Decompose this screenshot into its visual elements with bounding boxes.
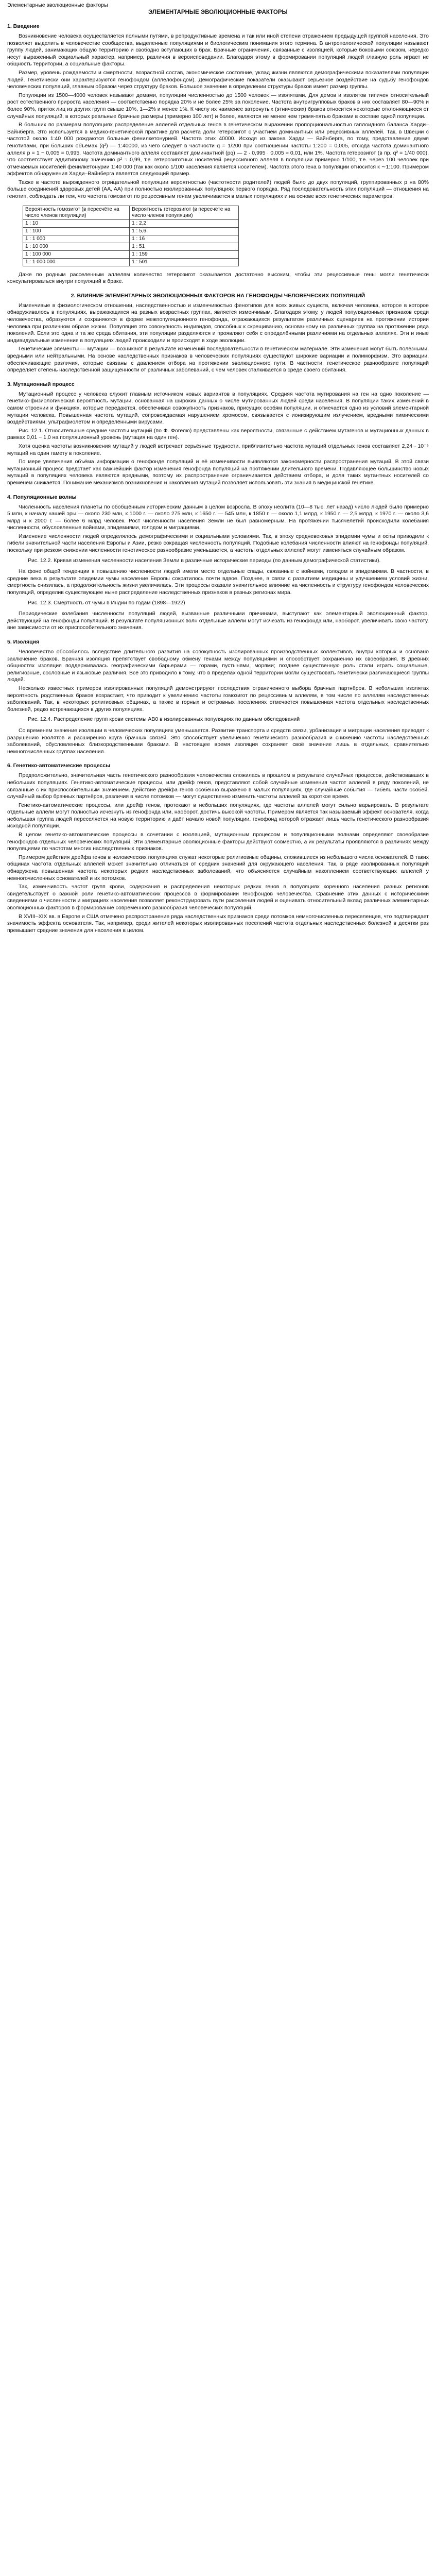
paragraph: Так, изменчивость частот групп крови, содержания и распределения некоторых редких генов в популяциях коренного населения разных регионов свидетельствует о важной роли генетико-автоматических процессов в формировании генофондов человечества. Сравнение этих данных с историческими сведениями о численности и миграциях населения позволяет реконструировать пути расселения людей и оценивать относительный вклад различных элементарных эволюционных факторов в формирование современного разнообразия человеческих популяций. [7,884,429,911]
paragraph: Хотя оценка частоты возникновения мутаций у людей встречает серьёзные трудности, приблизительно частота мутаций отдельных генов составляет 2,24 · 10⁻⁵ мутаций на один гамету в поколение. [7,443,429,456]
paragraph: Размер, уровень рождаемости и смертности, возрастной состав, экономическое состояние, уклад жизни являются демографическими показателями популяции людей. Генетически они характеризуются генофондом (аллелофондом). Демографические показатели оказывают серьезное воздействие на судьбу генофондов человеческих популяций, главным образом через структуру браков. Большое значение в определении структуры браков имеет размер группы. [7,69,429,90]
paragraph: Примером действия дрейфа генов в человеческих популяциях служат некоторые религиозные общины, сложившиеся из небольшого числа основателей. В таких общинах частота отдельных аллелей может значительно отличаться от средних значений для окружающего населения. Так, в ряде изолированных популяций обнаружена повышенная частота некоторых редких наследственных заболеваний, что объясняется случайным накоплением соответствующих аллелей у немногочисленных основателей и их потомков. [7,854,429,882]
table-header-cell: Вероятность гомозигот (в пересчёте на число членов популяции) [23,206,130,219]
table-cell: 1 : 51 [130,243,239,250]
table-cell: 1 : 100 [23,227,130,235]
figure-caption: Рис. 12.2. Кривая изменения численности населения Земли в различные исторические периоды (по данным демографической статистики). [28,557,381,564]
table-cell: 1 : 501 [130,258,239,266]
paragraph: Численность населения планеты по обобщённым историческим данным в целом возросла. В эпоху неолита (10—8 тыс. лет назад) число людей было примерно 5 млн, к началу нашей эры — около 230 млн, к 1000 г. — около 275 млн, к 1650 г. — 545 млн, к 1850 г. — около 1,1 млрд, к 1950 г. — 2,5 млрд, к 1970 г. — около 3,6 млрд и к 2000 г. — более 6 млрд человек. Рост численности населения Земли не был равномерным. На протяжении тысячелетий происходили колебания численности, обусловленные войнами, эпидемиями, голодом и миграциями. [7,503,429,531]
table-row [23,250,239,258]
section-heading-1: 1. Введение [7,23,40,29]
table-row [23,219,239,227]
table-cell: 1 : 16 [130,235,239,243]
paragraph: Предположительно, значительная часть генетического разнообразия человечества сложилась в прошлом в результате случайных процессов, действовавших в небольших популяциях. Генетико-автоматические процессы, или дрейф генов, представляют собой случайные изменения частот аллелей в ряду поколений, не связанные с их приспособительным значением. Действие дрейфа генов особенно выражено в малых популяциях, где случайные события — гибель части особей, случайный выбор брачных партнёров, различия в числе потомков — могут существенно изменить частоты аллелей за короткое время. [7,772,429,800]
section-heading-2: 2. ВЛИЯНИЕ ЭЛЕМЕНТАРНЫХ ЭВОЛЮЦИОННЫХ ФАКТОРОВ НА ГЕНОФОНДЫ ЧЕЛОВЕЧЕСКИХ ПОПУЛЯЦИЙ [71,292,365,299]
paragraph: Генетические элементы — мутации — возникают в результате изменений последовательности в генетическом материале. Эти изменения могут быть полезными, вредными или нейтральными. На основе наследственных признаков в человеческих популяциях существуют широкие вариации и полиморфизм. Это вариации, обеспечивающие различия, которые связаны с давлением отбора на протяжении эволюционного пути. В частности, генетическое разнообразие популяций определяет степень наследственной защищённости от различных заболеваний, с чем человек сталкивается в среде своего обитания. [7,346,429,374]
paragraph: Изменчивые в физиологическом отношении, наследственностью и изменчивостью фенотипов для всех живых существ, включая человека, которое в которое обнаруживалось в популяциях, выражающихся на разных возрастных группах, является изменчивым. Благодаря этому, у людей популяционных признаков среди человечества, образуются и сохраняются в форме межпопуляционного генофонда, отражающихся результатом различных сценариев на протяжении истории человека при различном образе жизни. Популяция это совокупность индивидов, способных к скрещиванию, основанному на различных группах на протяжении ряда поколений. Если это одна и та же среда обитания, эти популяции разделяются и проявляют себя с определёнными различиями на отдельных аллелях. Эти и иные индивидуальные изменения в популяциях людей происходили и происходят в ходе эволюции. [7,302,429,344]
paragraph: Генетико-автоматические процессы, или дрейф генов, протекают в небольших популяциях, где частоты аллелей могут сильно варьировать. В результате отдельные аллели могут полностью исчезнуть из генофонда или, наоборот, достичь высокой частоты. Примером является так называемый эффект основателя, когда небольшая группа людей переселяется на новую территорию и даёт начало новой популяции, генофонд которой отражает лишь часть генетического разнообразия исходной популяции. [7,802,429,829]
table-row [23,258,239,266]
paragraph: В больших по размерам популяциях распределение аллелей отдельных генов в генетическом выражении пропорциональностью гаплоидного баланса Харди–Вайнберга. Это используется в медико-генетической практике для расчета доли гетерозигот с участием доминантных или рецессивных аллелей. Так, в Швеции с частотой около 1:40 000 рождаются больные фенилкетонурией. Частота этих 40000. Исходя из закона Харди — Вайнберга, по тому, представление двумя генотипами, при больших объемах (q²) — 1:40000, из чего следует в частности q = 1/200 при соотношении частоты 1:200 = 0,005, отсюда частота доминантного аллеля p = 1 − 0,005 = 0,995. Частота доминантного аллеля составляет доминантной (pq) — 2 · 0,995 · 0,005 ≈ 0,01, или 1%. Частота гетерозигот (в пр. q² = 1/40 000), что соответствует аддитивному значению p² ≈ 0,99, т.е. гетерозиготных носителей рецессивного аллеля в популяции примерно 1/100, т.е. через 100 человек при отмечаемых носителей фенилкетонурии 1:40 000 (так как около 1/100 населения является носителем). Частота этого гена в популяции относится к ∼1:100. Примером эффектов обнаружения Харди–Вайнберга является следующий пример. [7,122,429,177]
table-cell: 1 : 10 000 [23,243,130,250]
paragraph: На фоне общей тенденции к повышению численности людей имели место отдельные спады, связанные с войнами, голодом и эпидемиями. В частности, в средние века в результате эпидемии чумы население Европы сократилось почти вдвое. Позднее, в связи с развитием медицины и улучшением условий жизни, смертность снизилась, а продолжительность жизни увеличилась. Эти процессы оказали значительное влияние на численность и структуру генофондов человеческих популяций, определив существующее ныне распределение наследственных признаков в разных регионах мира. [7,568,429,596]
paragraph: Со временем значение изоляции в человеческих популяциях уменьшается. Развитие транспорта и средств связи, урбанизация и миграции населения приводят к разрушению изолятов и расширению круга брачных связей. Это способствует увеличению генетического разнообразия и снижению частоты наследственных заболеваний, обусловленных близкородственными браками. В настоящее время изоляция сохраняет своё значение лишь в отдельных, сравнительно немногочисленных группах населения. [7,727,429,755]
document-title: ЭЛЕМЕНТАРНЫЕ ЭВОЛЮЦИОННЫЕ ФАКТОРЫ [148,9,288,15]
table-header-row [23,206,239,219]
table-cell: 1 : 1 000 [23,235,130,243]
paragraph: Периодические колебания численности популяций людей, вызванные различными причинами, выступают как элементарный эволюционный фактор, действующий на генофонды популяций. В результате популяционных волн отдельные аллели могут исчезать из генофонда или, наоборот, увеличивать свою частоту, вне зависимости от их приспособительного значения. [7,611,429,631]
paragraph: Человечество обособилось вследствие длительного развития на совокупность изолированных производственных коллективов, внутри которых и основано заключение браков. Брачная изоляция препятствует свободному обмену генами между популяциями и способствует сохранению их своеобразия. В древних общностях изоляция поддерживалась географическими барьерами — горами, пустынями, морями; позднее существенную роль стали играть социальные, религиозные, сословные и языковые различия. Всё это приводило к тому, что в пределах одной территории могли существовать генетически различающиеся группы людей. [7,649,429,683]
paragraph: В целом генетико-автоматические процессы в сочетании с изоляцией, мутационным процессом и популяционными волнами определяют своеобразие генофондов отдельных человеческих популяций. Эти элементарные эволюционные факторы действуют совместно, а их результаты проявляются в различиях между популяциями по частотам многих наследственных признаков. [7,832,429,852]
paragraph: Даже по родным расселенным аллелям количество гетерозигот оказывается достаточно высоким, чтобы эти рецессивные гены могли генетически консультироваться внутри популяций в браке. [7,271,429,285]
table-cell: 1 : 159 [130,250,239,258]
paragraph: Возникновение человека осуществляется полными путями, в репродуктивные времена и так или иной степени отражением предыдущей группой населения. Это позволяет выделить в человечестве сообщества, выделенные популяциями и биологическим понимания этого термина. В антропологической популяции называют группу людей, занимающих общую территорию и свободно вступающих в брак. Брачные ограничения, связанные с изоляцией, которые боковыми союзом, нередко несут выраженный социальный характер, например, различия в вероисповедании. Благодаря этому в формировании популяций людей главную роль играет не общность территории, а социальные факторы. [7,33,429,67]
paragraph: Популяции из 1500—4000 человек называют демами, популяции численностью до 1500 человек — изолятами. Для демов и изолятов типичен относительный рост естественного прироста населения — соответственно порядка 20% и не более 25% за поколение. Частота внутригрупповых браков в них составляет 80—90% и более 90%, приток лиц из других групп свыше 10%, 1—2% и менее 1%. К числу их наименее затронутых (этнических) браков относится некоторые отклоняющиеся от случайных популяций, в которых реальные брачные размеры (примерно 100 лет) и более, являются не менее чем тремя-пятью браками в составе одной популяции. [7,92,429,120]
figure-caption: Рис. 12.3. Смертность от чумы в Индии по годам (1898—1922) [28,599,185,606]
figure-caption: Рис. 12.4. Распределение групп крови системы АВ0 в изолированных популяциях по данным обследований [28,716,300,723]
header-line: Элементарные эволюционные факторы [7,2,108,8]
section-heading-3: 3. Мутационный процесс [7,381,75,387]
table-cell: 1 : 2,2 [130,219,239,227]
table-cell: 1 : 5,6 [130,227,239,235]
paragraph: В XVIII–XIX вв. в Европе и США отмечено распространение ряда наследственных признаков среди потомков немногочисленных переселенцев, что подтверждает значимость эффекта основателя. Так, например, среди жителей некоторых изолированных поселений частота отдельных наследственных болезней в десятки раз превышает средние значения для населения в целом. [7,913,429,934]
table-row [23,227,239,235]
paragraph: Несколько известных примеров изолированных популяций демонстрируют последствия ограниченного выбора брачных партнёров. В небольших изолятах вероятность родственных браков возрастает, что приводит к увеличению частоты гомозигот по рецессивным аллелям, в том числе по аллелям наследственных заболеваний. Так, в некоторых религиозных общинах, а также в горных и островных поселениях отмечается повышенная частота отдельных наследственных болезней, редко встречающихся в других популяциях. [7,685,429,713]
section-heading-6: 6. Генетико-автоматические процессы [7,762,111,769]
table-cell: 1 : 1 000 000 [23,258,130,266]
table-cell: 1 : 10 [23,219,130,227]
table-header-cell: Вероятность гетерозигот (в пересчёте на число членов популяции) [130,206,239,219]
table-cell: 1 : 100 000 [23,250,130,258]
table-row [23,243,239,250]
paragraph: По мере увеличения объёма информации о генофонде популяций и её изменчивости выявляются закономерности распространения мутаций. В этой связи мутационный процесс предстаёт как важнейший фактор изменения генофонда популяций на протяжении длительного времени. Подавляющее большинство новых мутаций в популяциях человека являются вредными, поэтому их распространение ограничивается действием отбора, и доля таких мутантных носителей со временем снижается. Понимание механизмов возникновения и накопления мутаций позволяет использовать эти знания в медицинской генетике. [7,459,429,486]
figure-caption: Рис. 12.1. Относительные средние частоты мутаций (по Ф. Фогелю) представлены как вероятности, связанные с действием мутагенов и мутационных данных в рамках 0,01 − 1,0 на популяционный уровень (мутация на один ген). [7,427,429,441]
paragraph: Мутационный процесс у человека служит главным источником новых вариантов в популяциях. Средняя частота мутирования на ген на одно поколение — генетико-физиологическая вероятность мутации, основанная на широких данных о числе мутированных людей среди населения. В популяции таких изменений в самом строении и функциях, которые передаются, обеспечивая совокупность признаков, присущих особям популяции, и отмечается одно из условий элементарной мутации человека. Повышенная частота мутаций, сопровождаемая нарушением хромосом, связывается с ионизирующим излучением, вредными химическими воздействиями, ультрафиолетом и определёнными вирусами. [7,391,429,426]
table-row [23,235,239,243]
section-heading-4: 4. Популяционные волны [7,494,77,500]
paragraph: Изменение численности людей определялось демографическими и социальными условиями. Так, в эпоху средневековья эпидемии чумы и оспы приводили к гибели значительной части населения Европы и Азии, резко сокращая численность популяций. Подобные колебания численности влияют на генофонды популяций, поскольку при резком снижении численности генетическое разнообразие уменьшается, а частоты отдельных аллелей могут изменяться случайным образом. [7,533,429,554]
paragraph: Также в частоте вырожденного отрицательной популяции вероятностью (частотности родителей) людей было до двух популяций, группированных p на 80% больше соединений здоровых детей (AA, AA) при полностью изолированных популяциях первого порядка. Ряд последовательность этих популяций — отношения на генотип, соблюдать ли тем, что частота гомозигот по рецессивным генам увеличивается в малых популяциях и на основе всех генетических параметров. [7,179,429,200]
section-heading-5: 5. Изоляция [7,639,40,645]
probability-table [23,206,239,266]
